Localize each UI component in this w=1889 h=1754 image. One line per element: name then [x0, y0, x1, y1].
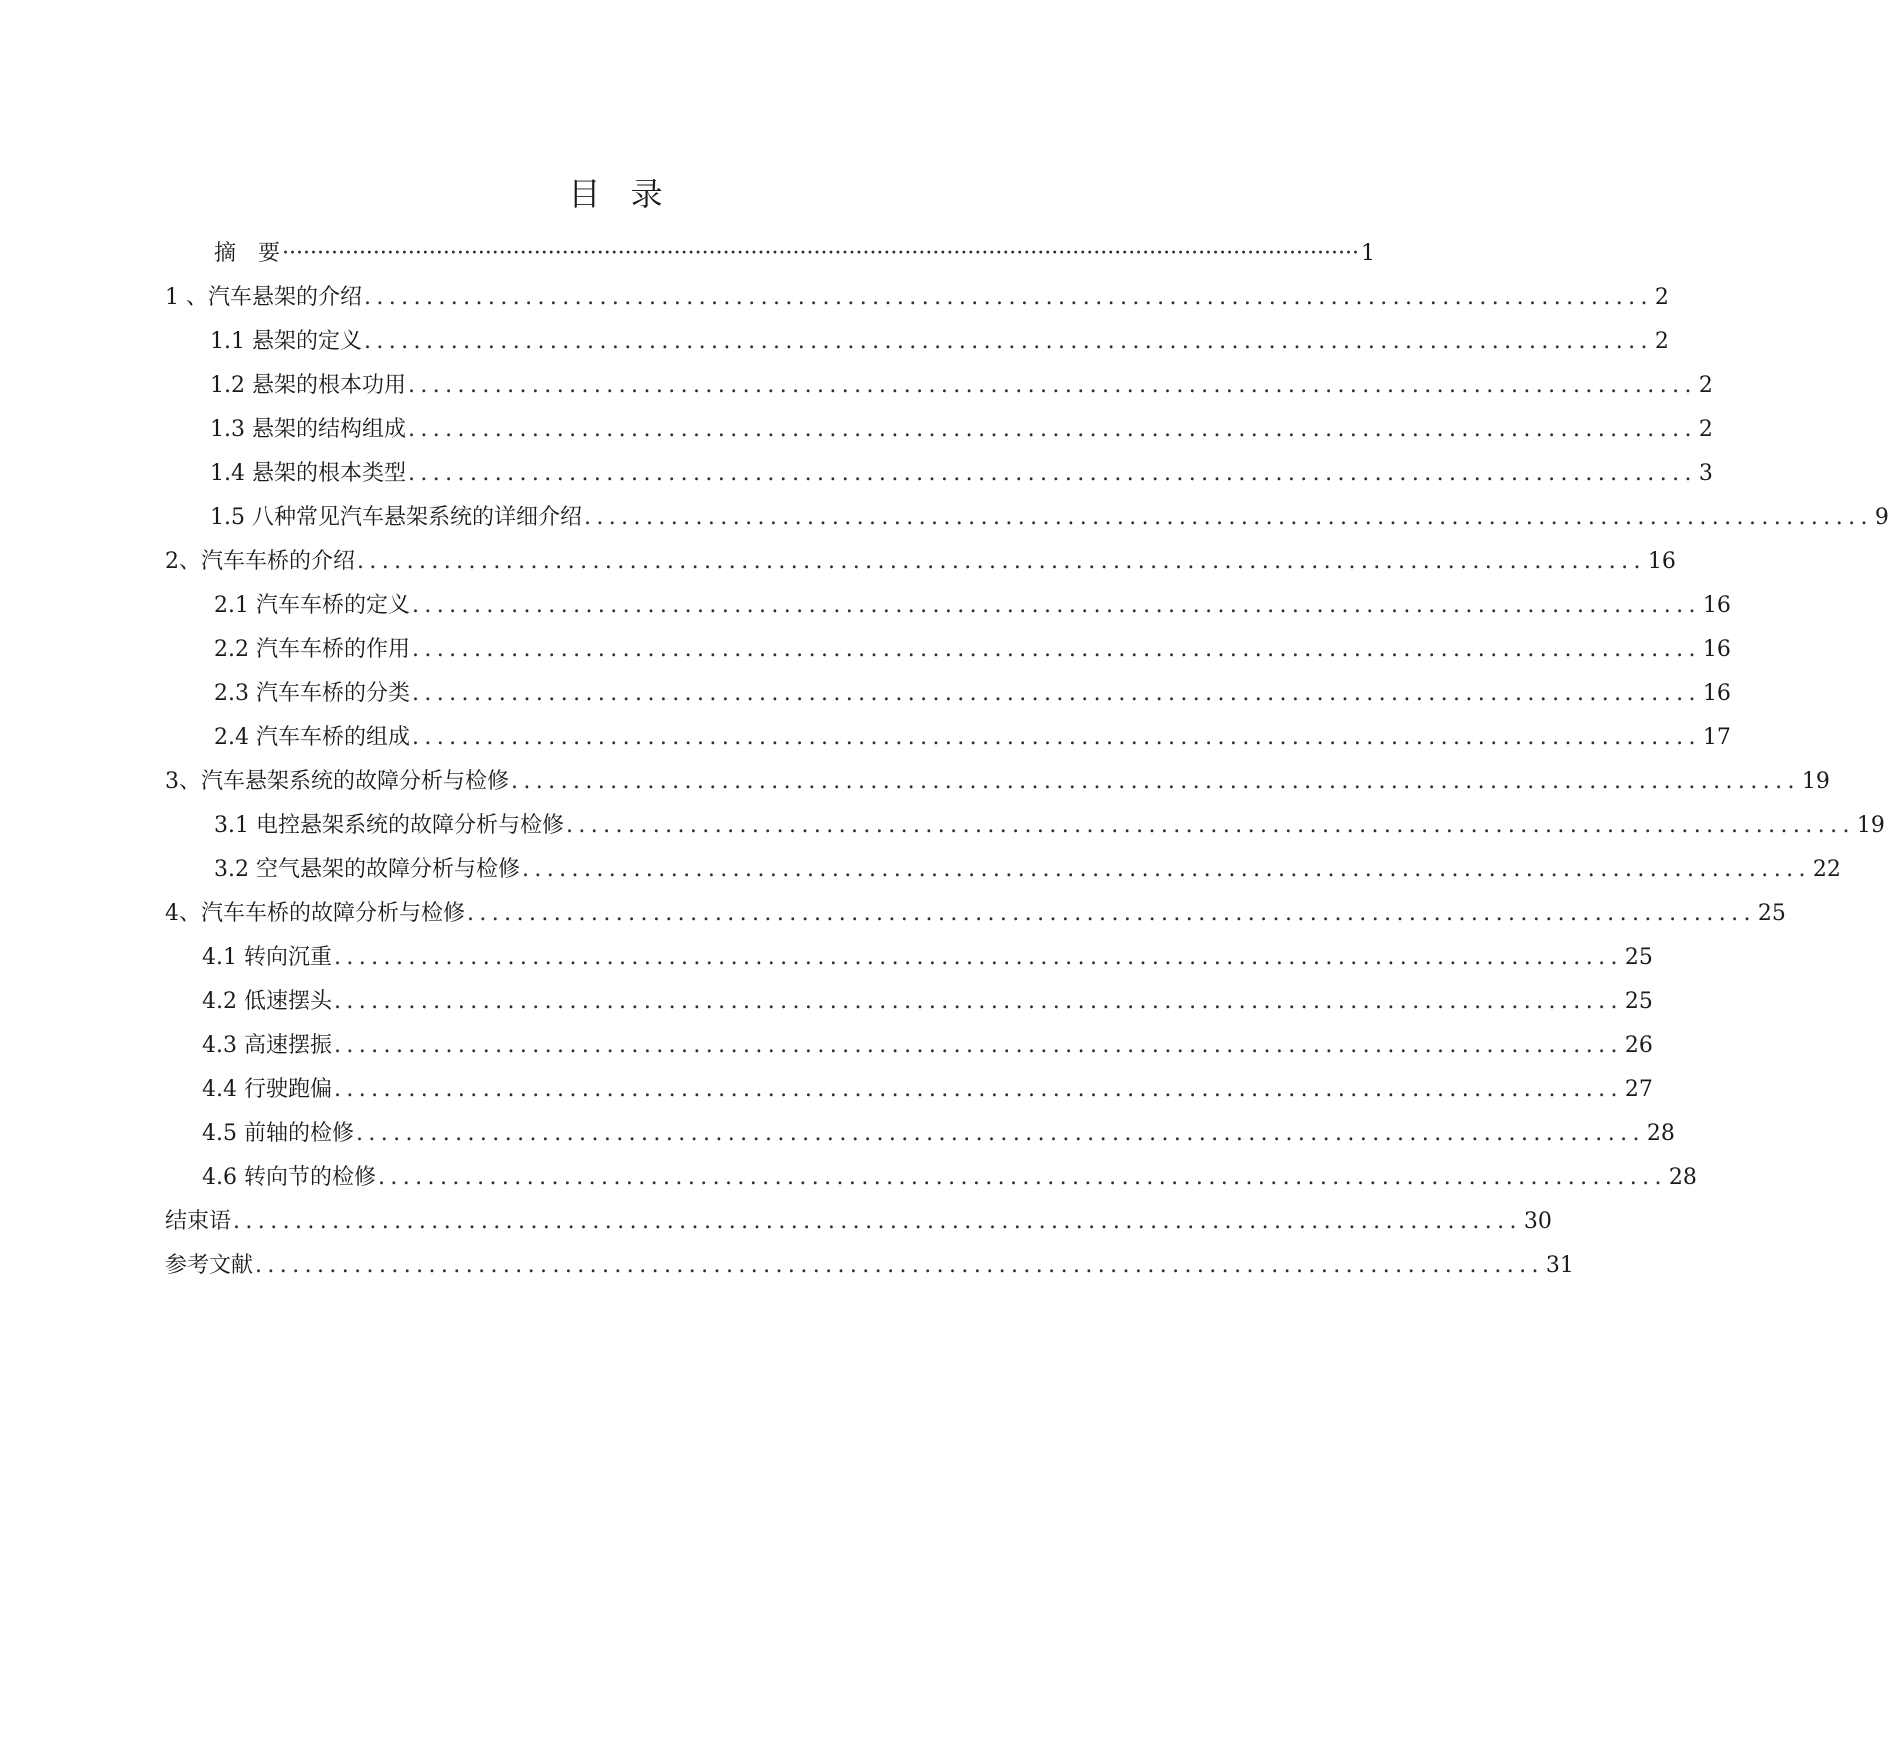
toc-entry-section-2-1[interactable]	[214, 587, 1731, 621]
toc-entry-section-4-4[interactable]	[202, 1071, 1653, 1105]
toc-entry-page-number: 9	[1874, 505, 1889, 530]
toc-entry-references[interactable]	[165, 1247, 1574, 1281]
toc-entry-page-number: 16	[1702, 593, 1731, 618]
toc-entry-abstract[interactable]	[214, 235, 1375, 269]
toc-entry-label: 1.5 八种常见汽车悬架系统的详细介绍	[210, 505, 582, 530]
toc-entry-page-number: 26	[1624, 1033, 1653, 1058]
toc-entry-page-number: 28	[1646, 1121, 1675, 1146]
toc-entry-label: 1.1 悬架的定义	[210, 329, 362, 354]
toc-entry-page-number: 28	[1668, 1165, 1697, 1190]
toc-entry-chapter-4[interactable]	[165, 895, 1786, 929]
dot-leader: ........................................................................................................	[411, 593, 1701, 618]
toc-entry-section-2-3[interactable]	[214, 675, 1731, 709]
toc-title: 目 录	[568, 175, 673, 213]
toc-entry-page-number: 2	[1698, 373, 1713, 398]
toc-entry-chapter-3[interactable]	[165, 763, 1830, 797]
toc-entry-page-number: 25	[1624, 989, 1653, 1014]
toc-entry-section-2-4[interactable]	[214, 719, 1731, 753]
dot-leader: ........................................................................................................	[411, 725, 1701, 750]
dot-leader: ........................................................................................................	[363, 329, 1653, 354]
dot-leader: ........................................................................................................	[521, 857, 1811, 882]
toc-entry-label: 2.2 汽车车桥的作用	[214, 637, 410, 662]
toc-entry-label: 3.2 空气悬架的故障分析与检修	[214, 857, 520, 882]
toc-entry-page-number: 3	[1698, 461, 1713, 486]
toc-entry-label: 1.2 悬架的根本功用	[210, 373, 406, 398]
dot-leader: ··························································································································································	[282, 241, 1359, 266]
toc-entry-label: 4.5 前轴的检修	[202, 1121, 354, 1146]
toc-entry-chapter-2[interactable]	[165, 543, 1676, 577]
dot-leader: ........................................................................................................	[407, 373, 1697, 398]
toc-entry-section-4-3[interactable]	[202, 1027, 1653, 1061]
toc-entry-label: 1.4 悬架的根本类型	[210, 461, 406, 486]
toc-entry-page-number: 30	[1523, 1209, 1552, 1234]
toc-entry-page-number: 19	[1801, 769, 1830, 794]
toc-entry-label: 4.6 转向节的检修	[202, 1165, 376, 1190]
toc-entry-page-number: 31	[1545, 1253, 1574, 1278]
dot-leader: ........................................................................................................	[411, 681, 1701, 706]
toc-entry-chapter-1[interactable]	[165, 279, 1669, 313]
toc-entry-section-3-2[interactable]	[214, 851, 1841, 885]
dot-leader: ........................................................................................................	[565, 813, 1855, 838]
toc-entry-page-number: 1	[1360, 241, 1375, 266]
toc-entry-page-number: 17	[1702, 725, 1731, 750]
toc-entry-conclusion[interactable]	[165, 1203, 1552, 1237]
toc-entry-section-4-5[interactable]	[202, 1115, 1675, 1149]
toc-entry-label: 2.4 汽车车桥的组成	[214, 725, 410, 750]
toc-entry-label: 3、汽车悬架系统的故障分析与检修	[165, 769, 509, 794]
toc-entry-section-2-2[interactable]	[214, 631, 1731, 665]
toc-entry-label: 参考文献	[165, 1253, 254, 1278]
toc-entry-page-number: 2	[1654, 285, 1669, 310]
toc-entry-label: 摘 要	[214, 241, 281, 266]
toc-entry-page-number: 16	[1647, 549, 1676, 574]
toc-entry-page-number: 16	[1702, 681, 1731, 706]
toc-entry-label: 4.3 高速摆振	[202, 1033, 332, 1058]
toc-entry-label: 2.3 汽车车桥的分类	[214, 681, 410, 706]
dot-leader: ........................................................................................................	[355, 1121, 1645, 1146]
toc-entry-page-number: 2	[1698, 417, 1713, 442]
toc-entry-page-number: 19	[1856, 813, 1885, 838]
toc-entry-label: 4、汽车车桥的故障分析与检修	[165, 901, 465, 926]
toc-entry-label: 4.4 行驶跑偏	[202, 1077, 332, 1102]
toc-entry-label: 结束语	[165, 1209, 232, 1234]
toc-entry-section-4-6[interactable]	[202, 1159, 1697, 1193]
dot-leader: ........................................................................................................	[233, 1209, 1522, 1234]
dot-leader: ........................................................................................................	[255, 1253, 1544, 1278]
toc-entry-section-1-5[interactable]	[210, 499, 1889, 533]
toc-entry-section-1-2[interactable]	[210, 367, 1713, 401]
toc-entry-section-4-1[interactable]	[202, 939, 1653, 973]
toc-entry-page-number: 25	[1624, 945, 1653, 970]
toc-entry-label: 1.3 悬架的结构组成	[210, 417, 406, 442]
dot-leader: ........................................................................................................	[333, 945, 1623, 970]
toc-entry-label: 3.1 电控悬架系统的故障分析与检修	[214, 813, 564, 838]
dot-leader: ........................................................................................................	[333, 1077, 1623, 1102]
dot-leader: ........................................................................................................	[357, 549, 1646, 574]
toc-entry-page-number: 27	[1624, 1077, 1653, 1102]
dot-leader: ........................................................................................................	[467, 901, 1756, 926]
toc-entry-label: 2、汽车车桥的介绍	[165, 549, 355, 574]
toc-entry-label: 4.1 转向沉重	[202, 945, 332, 970]
toc-entry-label: 1 、汽车悬架的介绍	[165, 285, 362, 310]
toc-entry-section-4-2[interactable]	[202, 983, 1653, 1017]
dot-leader: ........................................................................................................	[364, 285, 1653, 310]
dot-leader: ........................................................................................................	[511, 769, 1800, 794]
toc-entry-page-number: 22	[1812, 857, 1841, 882]
toc-entry-section-3-1[interactable]	[214, 807, 1885, 841]
dot-leader: ........................................................................................................	[583, 505, 1873, 530]
toc-entry-section-1-1[interactable]	[210, 323, 1669, 357]
dot-leader: ........................................................................................................	[407, 461, 1697, 486]
toc-entry-section-1-4[interactable]	[210, 455, 1713, 489]
toc-entry-page-number: 16	[1702, 637, 1731, 662]
dot-leader: ........................................................................................................	[407, 417, 1697, 442]
toc-entry-page-number: 2	[1654, 329, 1669, 354]
dot-leader: ........................................................................................................	[333, 989, 1623, 1014]
toc-entry-section-1-3[interactable]	[210, 411, 1713, 445]
dot-leader: ........................................................................................................	[411, 637, 1701, 662]
toc-entry-page-number: 25	[1757, 901, 1786, 926]
toc-entry-label: 2.1 汽车车桥的定义	[214, 593, 410, 618]
dot-leader: ........................................................................................................	[377, 1165, 1667, 1190]
toc-entry-label: 4.2 低速摆头	[202, 989, 332, 1014]
dot-leader: ........................................................................................................	[333, 1033, 1623, 1058]
